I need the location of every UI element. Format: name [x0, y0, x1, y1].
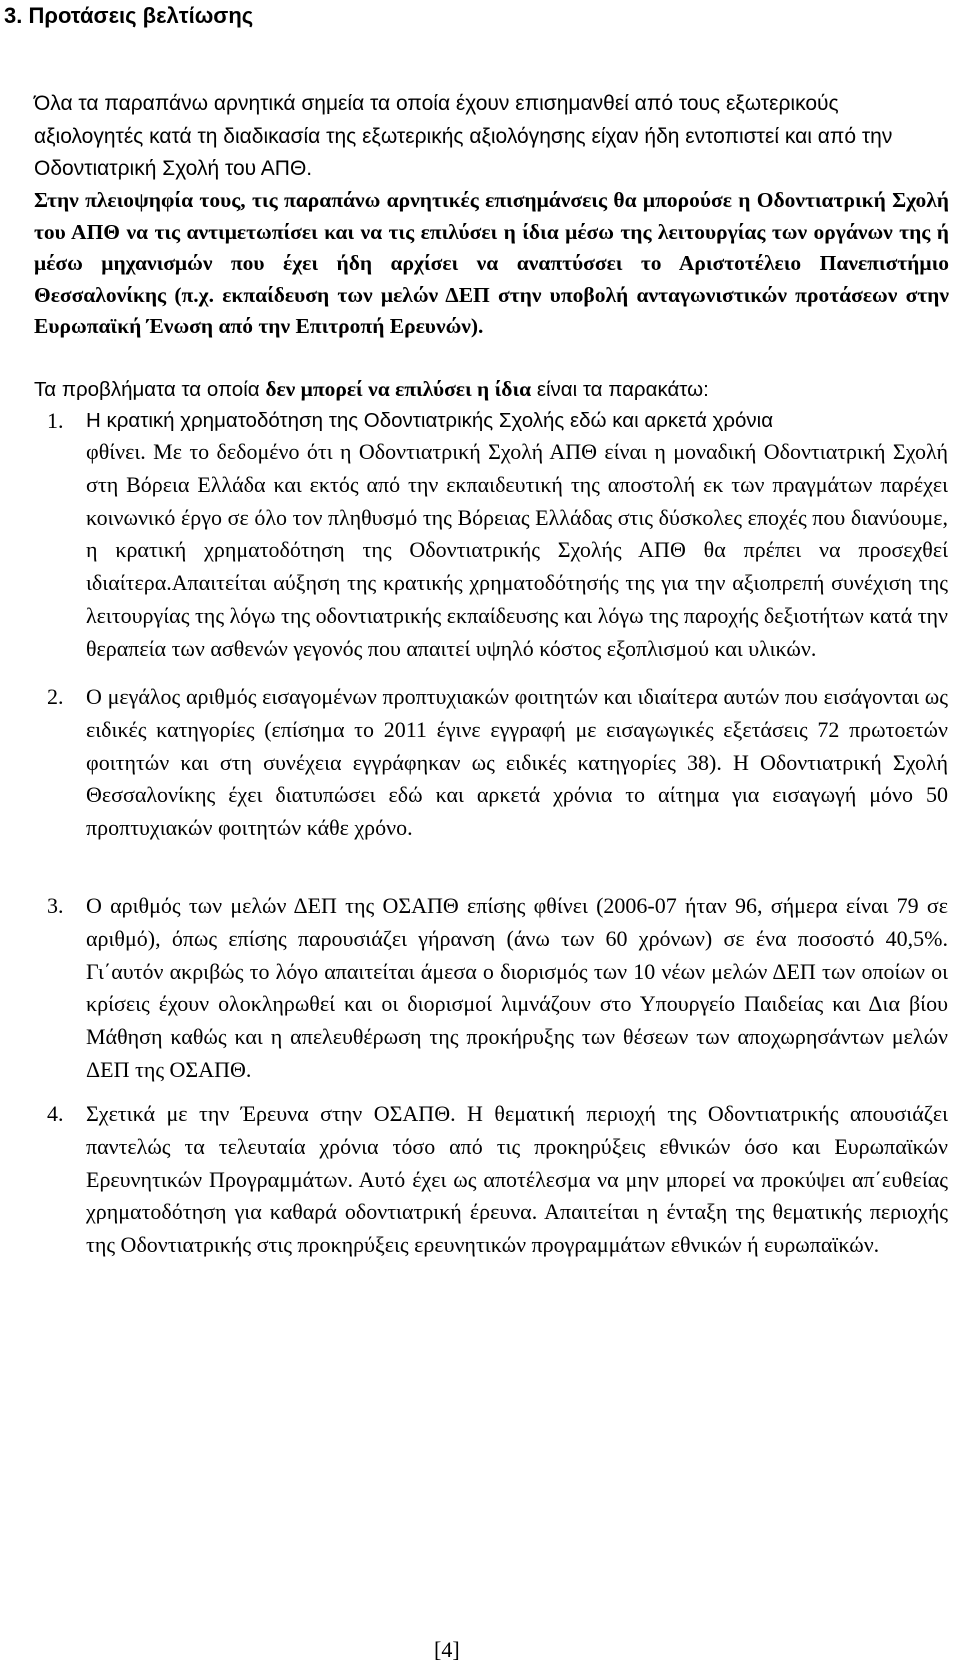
intro-paragraph: Όλα τα παραπάνω αρνητικά σημεία τα οποία έχουν επισημανθεί από τους εξωτερικούς αξιολογητές κατά τη διαδικασία της εξωτερικής αξιολόγησης είχαν ήδη εντοπιστεί και από την Οδοντιατρική Σχολή του ΑΠΘ.	[34, 92, 893, 180]
list-item-number: 3.	[47, 893, 64, 918]
list-item-text: Σχετικά με την Έρευνα στην ΟΣΑΠΘ. Η θεματική περιοχή της Οδοντιατρικής απουσιάζει παντελώς τα τελευταία χρόνια τόσο από τις προκηρύξεις εθνικών όσο και Ευρωπαϊκών Ερευνητικών Προγραμμάτων. Αυτό έχει ως αποτέλεσμα να μην μπορεί να προκύψει απ΄ευθείας χρηματοδότηση για καθαρά οδοντιατρική έρευνα. Απαιτείται η ένταξη της θεματικής περιοχής της Οδοντιατρικής στις προκηρύξεις ερευνητικών προγραμμάτων εθνικών ή ευρωπαϊκών.	[86, 1101, 948, 1258]
list-item-text: Ο αριθμός των μελών ΔΕΠ της ΟΣΑΠΘ επίσης φθίνει (2006-07 ήταν 96, σήμερα είναι 79 σε αριθμό), όπως επίσης παρουσιάζει γήρανση (άνω των 60 χρόνων) σε ένα ποσοστό 40,5%. Γι΄αυτόν ακριβώς το λόγο απαιτείται άμεσα ο διορισμός των 10 νέων μελών ΔΕΠ των οποίων οι κρίσεις έχουν ολοκληρωθεί και οι διορισμοί λιμνάζουν στο Υπουργείο Παιδείας και Δια βίου Μάθηση καθώς και η απελευθέρωση της προκήρυξης των θέσεων των αποχωρησάντων μελών ΔΕΠ της ΟΣΑΠΘ.	[86, 893, 948, 1082]
list-item-text: Ο μεγάλος αριθμός εισαγομένων προπτυχιακών φοιτητών και ιδιαίτερα αυτών που εισάγονται ως ειδικές κατηγορίες (επίσημα το 2011 έγινε εγγραφή με εισαγωγικές εξετάσεις 72 πρωτοετών φοιτητών και στη συνέχεια εγγράφηκαν ως ειδικές κατηγορίες 38). Η Οδοντιατρική Σχολή Θεσσαλονίκης έχει διατυπώσει εδώ και αρκετά χρόνια το αίτημα για εισαγωγή μόνο 50 προπτυχιακών φοιτητών κάθε χρόνο.	[86, 684, 948, 841]
list-item-text: φθίνει. Με το δεδομένο ότι η Οδοντιατρική Σχολή ΑΠΘ είναι η μοναδική Οδοντιατρική Σχολή στη Βόρεια Ελλάδα και εκτός από την εκπαιδευτική της αποστολή εκ των πραγμάτων παρέχει κοινωνικό έργο σε όλο τον πληθυσμό της Βόρειας Ελλάδας στις δύσκολες εποχές που διανύουμε, η κρατική χρηματοδότηση της Οδοντιατρικής Σχολής ΑΠΘ θα πρέπει να προσεχθεί ιδιαίτερα.Απαιτείται αύξηση της κρατικής χρηματοδότησής της για την αξιοπρεπή συνέχιση της λειτουργίας της λόγω της οδοντιατρικής εκπαίδευσης και λόγω της παροχής δεξιοτήτων κατά την θεραπεία των ασθενών γεγονός που απαιτεί υψηλό κόστος εξοπλισμού και υλικών.	[86, 439, 948, 661]
problems-intro-before: Τα προβλήματα τα οποία	[34, 378, 266, 401]
problems-intro	[34, 374, 949, 405]
list-item-number: 2.	[47, 684, 64, 709]
list-item-number: 4.	[47, 1101, 64, 1126]
bold-paragraph: Στην πλειοψηφία τους, τις παραπάνω αρνητικές επισημάνσεις θα μπορούσε η Οδοντιατρική Σχολή του ΑΠΘ να τις αντιμετωπίσει και να τις επιλύσει η ίδια μέσω της λειτουργίας των οργάνων της ή μέσω μηχανισμών που έχει ήδη αρχίσει να αναπτύσσει το Αριστοτέλειο Πανεπιστήμιο Θεσσαλονίκης (π.χ. εκπαίδευση των μελών ΔΕΠ στην υποβολή ανταγωνιστικών προτάσεων στην Ευρωπαϊκή Ένωση από την Επιτροπή Ερευνών).	[34, 188, 949, 338]
page-number: [4]	[434, 1637, 460, 1662]
problems-intro-after: είναι τα παρακάτω:	[531, 378, 709, 401]
problems-intro-bold: δεν μπορεί να επιλύσει η ίδια	[265, 377, 532, 401]
list-item-number: 1.	[47, 408, 64, 433]
section-heading: 3. Προτάσεις βελτίωσης	[4, 3, 254, 28]
list-item-first-line: Η κρατική χρηματοδότηση της Οδοντιατρικής Σχολής εδώ και αρκετά χρόνια	[86, 409, 774, 432]
